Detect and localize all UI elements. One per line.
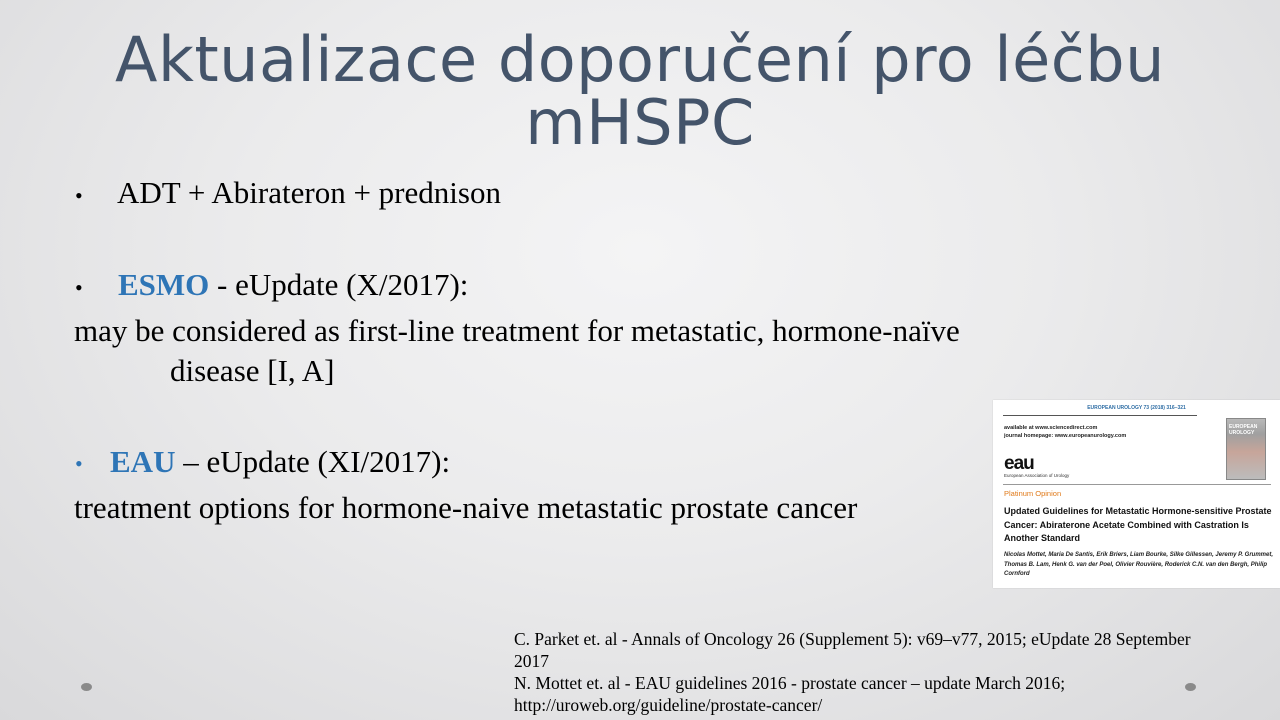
eau-logo: eau xyxy=(1004,453,1034,474)
reference-esmo: C. Parket et. al - Annals of Oncology 26 (Supplement 5): v69–v77, 2015; eUpdate 28 September 2017 xyxy=(514,629,1191,671)
paper-rule xyxy=(1003,415,1197,416)
bullet-marker: • xyxy=(75,275,83,300)
paper-availability xyxy=(1004,424,1126,440)
bullet-esmo xyxy=(118,267,468,303)
decorative-dot-right xyxy=(1185,683,1196,691)
journal-cover-text: EUROPEAN UROLOGY xyxy=(1229,424,1258,436)
paper-thumbnail-image xyxy=(993,400,1280,588)
paper-title: Updated Guidelines for Metastatic Hormone-sensitive Prostate Cancer: Abiraterone Acetate Combined with Castration Is Another Standard xyxy=(1004,506,1272,543)
bullet-marker: • xyxy=(75,451,83,476)
decorative-dot-left xyxy=(81,683,92,691)
slide-title: Aktualizace doporučení pro léčbu mHSPC xyxy=(115,23,1165,159)
references xyxy=(514,628,1194,716)
reference-eau: N. Mottet et. al - EAU guidelines 2016 - prostate cancer – update March 2016; http://uroweb.org/guideline/prostate-cancer/ xyxy=(514,673,1066,715)
bullet-marker: • xyxy=(75,183,83,208)
bullet-adt-abirateron: ADT + Abirateron + prednison xyxy=(117,175,501,210)
paper-homepage: journal homepage: www.europeanurology.com xyxy=(1004,433,1127,439)
esmo-detail-line2: disease [I, A] xyxy=(170,353,335,388)
paper-rule-2 xyxy=(1003,484,1271,485)
eau-label: EAU xyxy=(110,444,176,479)
eau-update-text: – eUpdate (XI/2017): xyxy=(175,444,451,479)
eau-logo-sub: European Association of Urology xyxy=(1004,473,1070,478)
eau-detail: treatment options for hormone-naive metastatic prostate cancer xyxy=(74,490,858,525)
paper-section: Platinum Opinion xyxy=(1004,489,1062,498)
paper-available: available at www.sciencedirect.com xyxy=(1004,425,1098,431)
paper-authors: Nicolas Mottet, Maria De Santis, Erik Briers, Liam Bourke, Silke Gillessen, Jeremy P. Grummet, Thomas B. Lam, Henk G. van der Poel, Olivier Rouvière, Roderick C.N. van den Bergh, Philip Cornford xyxy=(1004,552,1273,577)
esmo-label: ESMO xyxy=(118,267,210,302)
esmo-detail-line1: may be considered as first-line treatment for metastatic, hormone-naïve xyxy=(74,313,960,348)
esmo-update-text: - eUpdate (X/2017): xyxy=(209,267,469,302)
bullet-eau xyxy=(110,444,450,480)
paper-journal-line: EUROPEAN UROLOGY 73 (2018) 316–321 xyxy=(1087,405,1186,411)
